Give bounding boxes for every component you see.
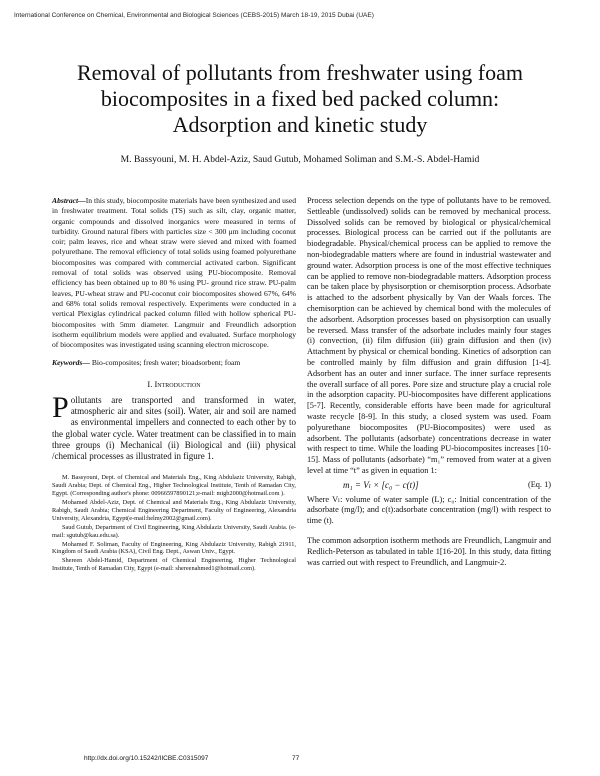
footnote: Saud Gutub, Department of Civil Engineering, King Abdulaziz University, Saudi Arabia. (e-mail: sgutub@kau.edu.sa). — [52, 523, 296, 539]
page-number: 77 — [292, 755, 300, 762]
body-paragraph: Where Vₗ: volume of water sample (L); c₀: Initial concentration of the adsorbate (mg/l); and c(t):adsorbate concentration (mg/l) with respect to time (t). — [307, 494, 551, 526]
equation-1 — [307, 480, 551, 491]
footnote: M. Bassyouni, Dept. of Chemical and Materials Eng., King Abdulaziz University, Rabigh, Saudi Arabia; Dept. of Chemical Eng., Higher Technological Institute, Tenth of Ramadan City, Egypt. (Corresponding author's phone: 00966597890121;e-mail: migb2000@hotmail.com ). — [52, 474, 296, 498]
section-heading: I. Introduction — [147, 379, 201, 390]
author-list: M. Bassyouni, M. H. Abdel-Aziz, Saud Gutub, Mohamed Soliman and S.M.-S. Abdel-Hamid — [120, 154, 480, 165]
body-paragraph: The common adsorption isotherm methods are Freundlich, Langmuir and Redlich-Peterson as tabulated in table 1[16-20]. In this study, data fitting was carried out with respect to Freundlich, and Langmuir-2. — [307, 535, 551, 567]
body-paragraph: Process selection depends on the type of pollutants have to be removed. Settleable (undissolved) solids can be removed by mechanical process. Dissolved solids can be removed by biological or physical/chemical processes. Biological process can be carried out if the pollutants are biodegradable. Physical/chemical process can be applied to remove the non-biodegradable matters where are found in industrial wastewater and ground water. Adsorption process is one of the most effective techniques can be applied to remove non-biodegradable matters. Adsorption process can be taken place by physisorption or chemisorption process. Adsorbate is attached to the adsorbent physically by Van der Waals forces. The chemisorption can be achieved by chemical bond with the molecules of the adsorbent. Adsorption processes based on physisorption can usually be reversed. Mass transfer of the adsorbate includes mainly four stages (i) convection, (ii) film diffusion (iii) grain diffusion and then (iv) Attachment by physical or chemical bonding. Kinetics of adsorption can be controlled mainly by film diffusion and grain diffusion [1-4]. Adsorbent has an outer and inner surface. The inner surface represents the overall surface of all pores. Pore size and structure play a crucial role in the adsorption capacity. PU-biocomposites have different applications [5-7]. Recently, considerable efforts have been made for agricultural waste recycle [8-9]. In this study, a closed system was used. Foam polyurethane biocomposites (PU-Biocomposites) were used as adsorbent. The pollutants (adsorbate) concentrations decrease in water with respect to time. While the loading PU-biocomposites increases [10-15]. Mass of pollutants (adsorbate) “m₁” removed from water at a given level at time “t” as given in equation 1: — [307, 196, 551, 475]
footnote: Mohamed F. Soliman, Faculty of Engineering, King Abdulaziz University, Rabigh 21911, Kingdom of Saudi Arabia (KSA), Civil Eng. Dept., Aswan Univ., Egypt. — [52, 540, 296, 556]
paper-title: Removal of pollutants from freshwater using foam biocomposites in a fixed bed packed column: Adsorption and kinetic study — [76, 60, 523, 137]
intro-paragraph — [52, 391, 296, 462]
doi-link[interactable]: http://dx.doi.org/10.15242/IICBE.C0315097 — [84, 755, 209, 762]
equation-formula: m₁ = Vₗ × [c₀ − c(t)] — [343, 479, 419, 490]
drop-cap: P — [52, 391, 69, 425]
footnote: Shereen Abdel-Hamid, Department of Chemical Engineering, Higher Technological Institute, Tenth of Ramadan City, Egypt (e-mail: shereenahmed1@hotmail.com). — [52, 557, 296, 573]
abstract-text: In this study, biocomposite materials have been synthesized and used in freshwater treatment. Total solids (TS) such as silt, clay, organic matter, organic compounds and dissolved inorganics were measured in terms of turbidity. Ground natural fibers with particles size < 300 μm including coconut coir; palm leaves, rice and wheat straw were sieved and mixed with foamed polyurethane. The removal efficiency of total solids using foamed polyurethane biocomposites was compared with commercial activated carbon. Significant removal of total solids was observed using PU-biocomposite. Removal efficiency has been obtained up to 80 % using PU- ground rice straw. PU-palm leaves, PU-wheat straw and PU-coconut coir biocomposites showed 67%, 64% and 68% total solids removal respectively. Experiments were conducted in a vertical Plexiglas cylindrical packed column filled with hollow spherical PU-biocomposites with 5mm diameter. Langmuir and Freundlich adsorption isotherm equilibrium models were applied and evaluated. Surface morphology of biocomposites was investigated using scanning electron microscope. — [52, 196, 296, 350]
conference-header: International Conference on Chemical, Environmental and Biological Sciences (CEBS-2015) March 18-19, 2015 Dubai (UAE) — [14, 12, 374, 19]
abstract-label: Abstract— — [52, 196, 86, 205]
equation-number: (Eq. 1) — [527, 479, 551, 489]
author-footnotes — [52, 474, 296, 573]
intro-text: ollutants are transported and transformed in water, atmospheric air and sites (soil). Water, air and soil are named as environmental impellers and connected to each other by to the global water cycle. Water treatment can be classified in to main three groups (i) Mechanical (ii) Biological and (iii) physical /chemical processes as illustrated in figure 1. — [52, 395, 296, 462]
left-column — [52, 196, 296, 574]
keywords-label: Keywords— — [52, 358, 90, 368]
right-column — [307, 196, 551, 571]
keywords — [52, 358, 296, 369]
footnote: Mohamed Abdel-Aziz, Dept. of Chemical and Materials Eng., King Abdulaziz University, Rabigh, Saudi Arabia; Chemical Engineering Department, Faculty of Engineering, Alexandria University, Alexandria, Egypt(e-mail:helmy2002@gmail.com). — [52, 498, 296, 522]
abstract — [52, 196, 296, 350]
keywords-text: Bio-composites; fresh water; bioadsorbent; foam — [89, 358, 241, 368]
